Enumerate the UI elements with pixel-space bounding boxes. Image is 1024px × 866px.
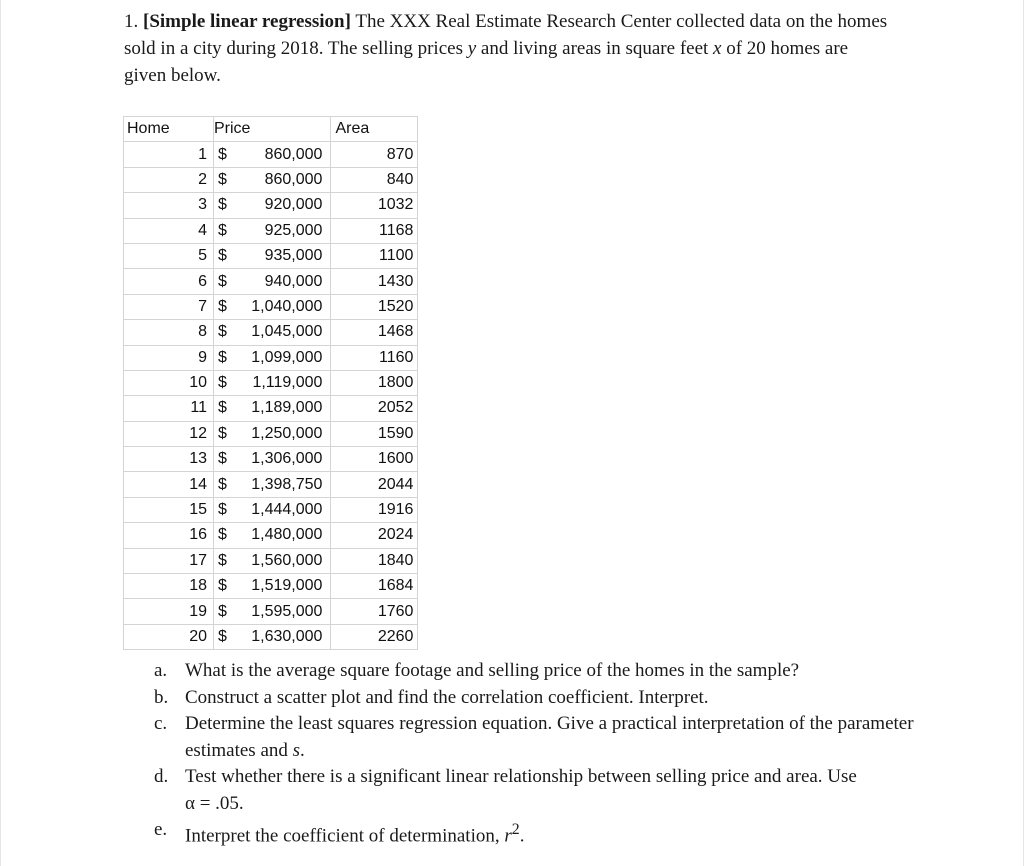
table-row (124, 447, 418, 472)
cell-area: 1684 (331, 574, 418, 599)
table-row (124, 142, 418, 167)
problem-statement (124, 8, 894, 89)
table-row (124, 345, 418, 370)
cell-currency: $ (214, 421, 251, 446)
cell-home: 17 (124, 548, 214, 573)
problem-number: 1. (124, 11, 139, 32)
cell-price: 920,000 (250, 193, 331, 218)
cell-home: 14 (124, 472, 214, 497)
cell-price: 1,630,000 (250, 624, 331, 649)
cell-price: 935,000 (250, 243, 331, 268)
var-s: s (292, 739, 301, 761)
table-row (124, 574, 418, 599)
table-row (124, 218, 418, 243)
question-letter: c. (154, 713, 168, 734)
cell-price: 1,099,000 (250, 345, 331, 370)
cell-home: 9 (124, 345, 214, 370)
question-text: What is the average square footage and selling price of the homes in the sample? (185, 660, 800, 681)
cell-area: 1760 (331, 599, 418, 624)
cell-price: 1,480,000 (250, 523, 331, 548)
table-row (124, 396, 418, 421)
cell-currency: $ (214, 523, 251, 548)
cell-currency: $ (214, 218, 251, 243)
cell-price: 1,306,000 (250, 447, 331, 472)
cell-home: 11 (124, 396, 214, 421)
cell-area: 1916 (331, 497, 418, 522)
cell-area: 1800 (331, 370, 418, 395)
question-c (150, 711, 930, 764)
cell-currency: $ (214, 447, 251, 472)
cell-home: 6 (124, 269, 214, 294)
table-row (124, 421, 418, 446)
cell-price: 1,045,000 (250, 320, 331, 345)
cell-area: 2024 (331, 523, 418, 548)
table-row (124, 243, 418, 268)
header-price-blank (250, 117, 331, 142)
cell-home: 18 (124, 574, 214, 599)
cell-currency: $ (214, 167, 251, 192)
cell-price: 940,000 (250, 269, 331, 294)
cell-home: 3 (124, 193, 214, 218)
var-r: r (504, 825, 512, 847)
cell-home: 16 (124, 523, 214, 548)
cell-area: 1168 (331, 218, 418, 243)
cell-currency: $ (214, 294, 251, 319)
problem-text-3: of 20 homes are given below. (124, 38, 849, 86)
cell-price: 860,000 (250, 142, 331, 167)
cell-home: 10 (124, 370, 214, 395)
home-data-table (123, 116, 418, 650)
table-row (124, 167, 418, 192)
question-d (150, 764, 930, 817)
cell-area: 1590 (331, 421, 418, 446)
cell-area: 2044 (331, 472, 418, 497)
cell-home: 12 (124, 421, 214, 446)
cell-currency: $ (214, 497, 251, 522)
header-price: Price (214, 117, 251, 142)
cell-currency: $ (214, 243, 251, 268)
cell-currency: $ (214, 472, 251, 497)
cell-price: 1,595,000 (250, 599, 331, 624)
cell-currency: $ (214, 548, 251, 573)
problem-text-2: and living areas in square feet (480, 38, 709, 59)
question-a (150, 658, 930, 685)
question-text: Determine the least squares regression equation. Give a practical interpretation of the parameter estimates and (185, 713, 914, 761)
problem-title: [Simple linear regression] (143, 11, 351, 32)
cell-price: 1,189,000 (250, 396, 331, 421)
cell-currency: $ (214, 193, 251, 218)
cell-area: 1160 (331, 345, 418, 370)
cell-area: 2260 (331, 624, 418, 649)
table-row (124, 624, 418, 649)
cell-area: 1840 (331, 548, 418, 573)
table-row (124, 269, 418, 294)
question-e (150, 817, 930, 850)
question-letter: e. (154, 819, 168, 840)
cell-home: 15 (124, 497, 214, 522)
superscript-2: 2 (511, 821, 520, 838)
table-row (124, 497, 418, 522)
table-row (124, 472, 418, 497)
cell-price: 1,519,000 (250, 574, 331, 599)
cell-price: 1,119,000 (250, 370, 331, 395)
cell-area: 1100 (331, 243, 418, 268)
table-body (124, 117, 418, 650)
cell-price: 1,560,000 (250, 548, 331, 573)
header-area: Area (331, 117, 418, 142)
cell-area: 1600 (331, 447, 418, 472)
table-row (124, 599, 418, 624)
cell-home: 20 (124, 624, 214, 649)
cell-area: 840 (331, 167, 418, 192)
question-letter: d. (154, 766, 169, 787)
cell-home: 13 (124, 447, 214, 472)
question-b (150, 685, 930, 712)
cell-currency: $ (214, 599, 251, 624)
question-list (150, 658, 930, 850)
cell-price: 1,250,000 (250, 421, 331, 446)
cell-price: 1,398,750 (250, 472, 331, 497)
question-end: . (300, 739, 305, 761)
cell-home: 4 (124, 218, 214, 243)
cell-area: 1032 (331, 193, 418, 218)
var-y: y (467, 38, 477, 59)
var-x: x (713, 38, 722, 59)
cell-currency: $ (214, 320, 251, 345)
cell-home: 2 (124, 167, 214, 192)
cell-currency: $ (214, 624, 251, 649)
question-text: Interpret the coefficient of determination, (185, 825, 500, 847)
table-row (124, 294, 418, 319)
cell-home: 1 (124, 142, 214, 167)
cell-area: 1468 (331, 320, 418, 345)
table-row (124, 370, 418, 395)
header-home: Home (124, 117, 214, 142)
cell-home: 19 (124, 599, 214, 624)
cell-currency: $ (214, 345, 251, 370)
cell-home: 7 (124, 294, 214, 319)
question-text: Test whether there is a significant linear relationship between selling price and area. Use (185, 766, 857, 787)
question-end: . (519, 825, 525, 847)
cell-currency: $ (214, 142, 251, 167)
cell-home: 5 (124, 243, 214, 268)
cell-price: 1,040,000 (250, 294, 331, 319)
cell-area: 870 (331, 142, 418, 167)
question-text: Construct a scatter plot and find the correlation coefficient. Interpret. (185, 686, 709, 708)
cell-home: 8 (124, 320, 214, 345)
cell-currency: $ (214, 370, 251, 395)
cell-area: 1430 (331, 269, 418, 294)
alpha-value: α = .05. (185, 792, 244, 814)
table-row (124, 548, 418, 573)
question-letter: a. (154, 660, 168, 681)
cell-price: 1,444,000 (250, 497, 331, 522)
problem-text-1: The XXX Real Estimate Research Center collected data on the homes sold in a city during 2018. The selling prices (124, 11, 888, 59)
table-row (124, 523, 418, 548)
cell-price: 925,000 (250, 218, 331, 243)
cell-currency: $ (214, 396, 251, 421)
table-row (124, 193, 418, 218)
cell-currency: $ (214, 269, 251, 294)
cell-price: 860,000 (250, 167, 331, 192)
question-letter: b. (154, 686, 169, 708)
cell-currency: $ (214, 574, 251, 599)
table-header-row (124, 117, 418, 142)
cell-area: 2052 (331, 396, 418, 421)
cell-area: 1520 (331, 294, 418, 319)
table-row (124, 320, 418, 345)
